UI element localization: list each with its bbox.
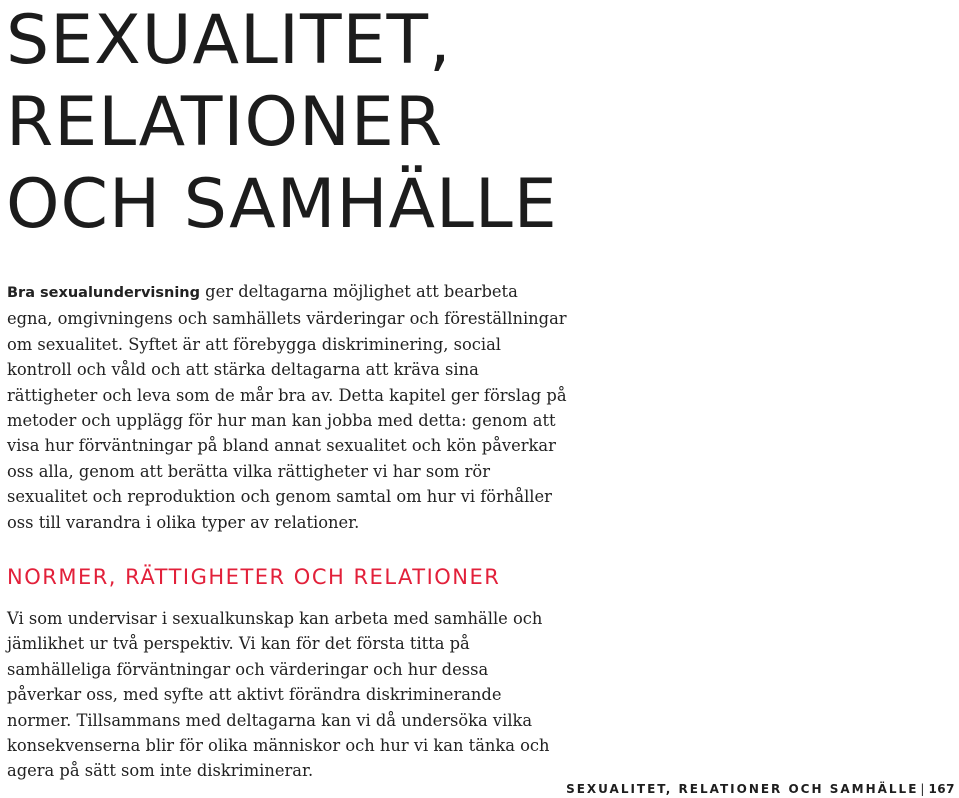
section-paragraph: Vi som undervisar i sexualkunskap kan arbeta med samhälle och jämlikhet ur två perspektiv. Vi kan för det första titta på samhälleliga förväntningar och värderingar och hur dessa påverkar oss, med syfte att aktivt förändra diskriminerande normer. Tillsammans med deltagarna kan vi då undersöka vilka konsekvenserna blir för olika människor och hur vi kan tänka och agera på sätt som inte diskriminerar. [7, 609, 550, 781]
footer-running-title: SEXUALITET, RELATIONER OCH SAMHÄLLE [566, 782, 919, 796]
intro-lead: Bra sexualundervisning [7, 285, 200, 301]
chapter-title-line-3: OCH SAMHÄLLE [6, 165, 558, 244]
intro-paragraph [7, 279, 567, 535]
footer-separator: | [920, 782, 925, 796]
section-heading: NORMER, RÄTTIGHETER OCH RELATIONER [7, 565, 501, 589]
page-footer [566, 781, 955, 797]
intro-text: ger deltagarna möjlighet att bearbeta egna, omgivningens och samhällets värderingar och föreställningar om sexualitet. Syftet är att förebygga diskriminering, social kontroll och våld och att stärka deltagarna att kräva sina rättigheter och leva som de mår bra av. Detta kapitel ger förslag på metoder och upplägg för hur man kan jobba med detta: genom att visa hur förväntningar på bland annat sexualitet och kön påverkar oss alla, genom att berätta vilka rättigheter vi har som rör sexualitet och reproduktion och genom samtal om hur vi förhåller oss till varandra i olika typer av relationer. [7, 282, 567, 532]
chapter-title-line-2: RELATIONER [6, 83, 444, 162]
page-number: 167 [928, 782, 955, 796]
chapter-title [6, 0, 558, 246]
chapter-title-line-1: SEXUALITET, [6, 1, 452, 80]
